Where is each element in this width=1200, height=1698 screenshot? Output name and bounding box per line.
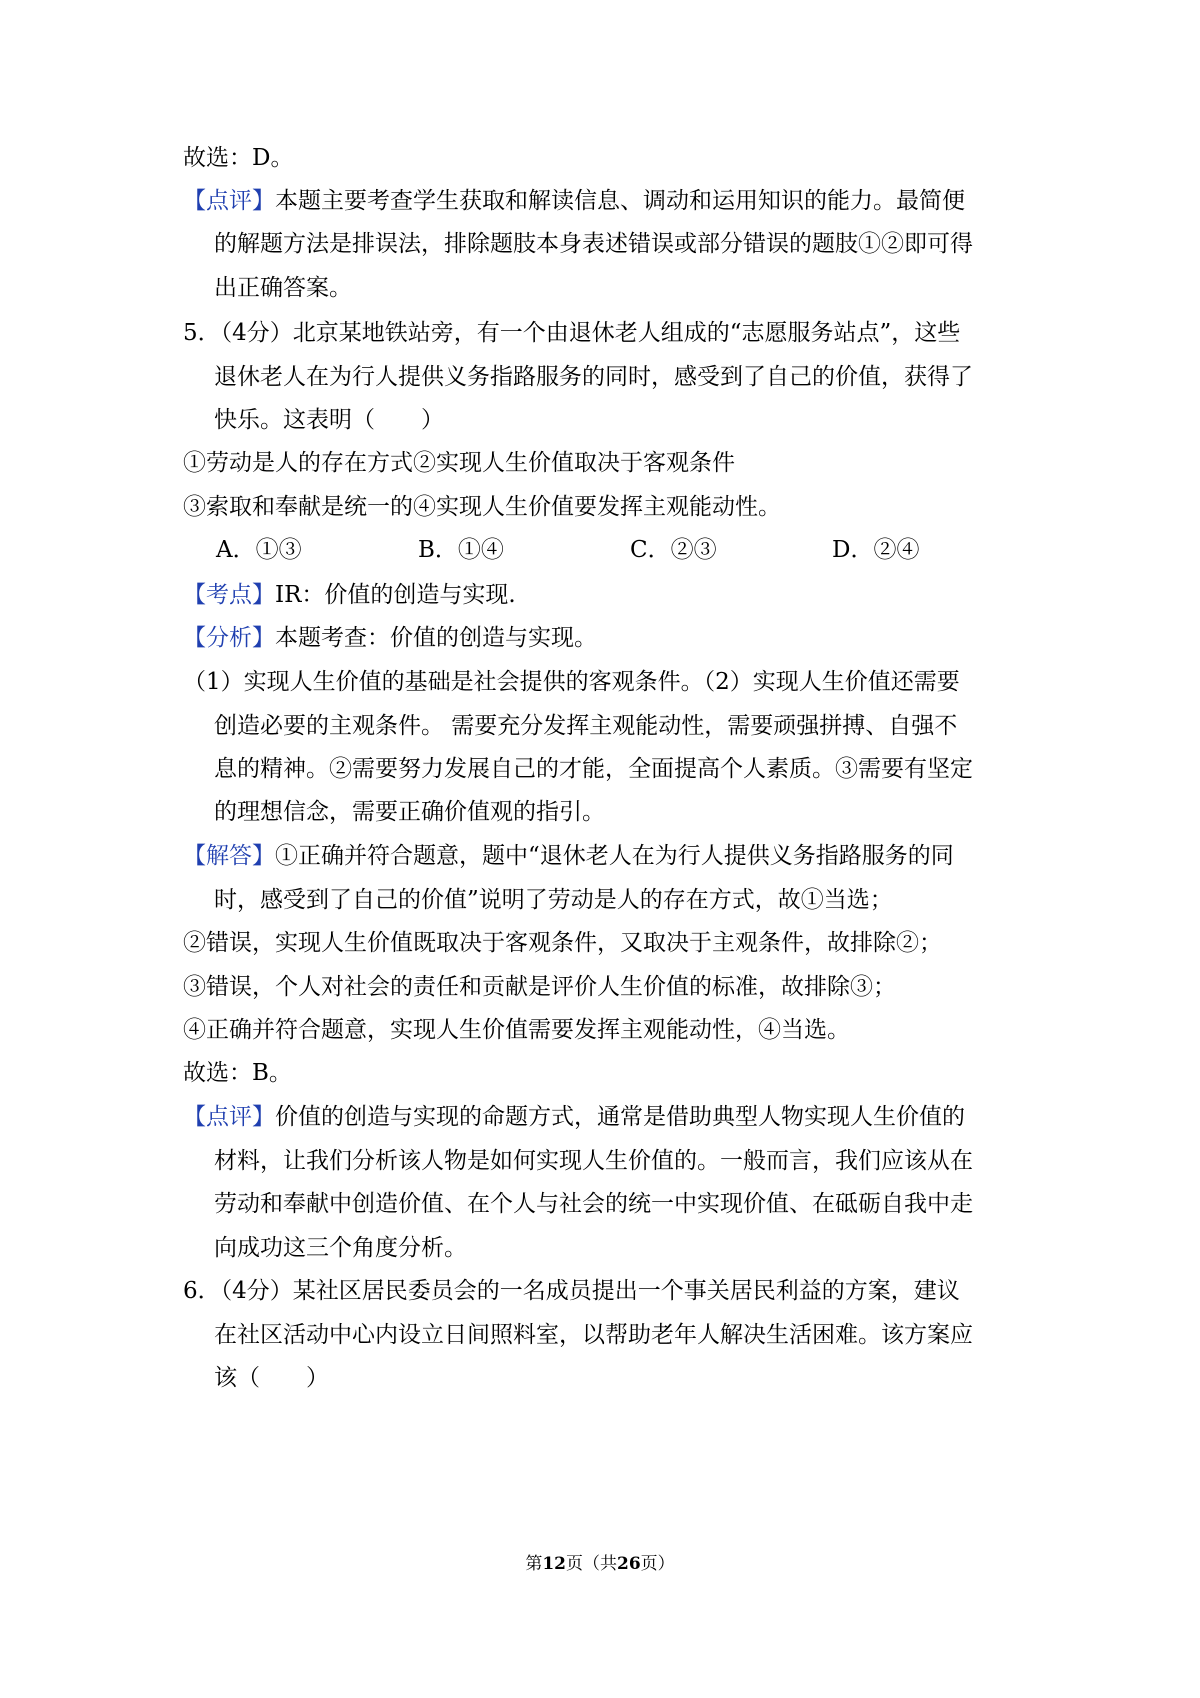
q5-comment-l3: 劳动和奉献中创造价值、在个人与社会的统一中实现价值、在砥砺自我中走 [214, 1191, 973, 1217]
q5-items-l2: ③索取和奉献是统一的④实现人生价值要发挥主观能动性。 [183, 494, 781, 520]
q5-comment-line [183, 1106, 965, 1129]
q5-answer: 故选：B。 [183, 1060, 292, 1086]
q5-analysis-tag: 【分析】 [183, 625, 275, 651]
q5-solution-line [183, 845, 954, 868]
q5-analysis-l1: （1）实现人生价值的基础是社会提供的客观条件。（2）实现人生价值还需要 [183, 669, 960, 695]
q5-comment-text: 价值的创造与实现的命题方式，通常是借助典型人物实现人生价值的 [275, 1104, 965, 1130]
q5-option-b: B．①④ [418, 537, 504, 563]
page-footer [0, 1556, 1200, 1573]
q4-comment-l2: 的解题方法是排误法，排除题肢本身表述错误或部分错误的题肢①②即可得 [214, 231, 973, 257]
q6-stem-l3: 该（ ） [214, 1365, 329, 1391]
q5-point-text: IR：价值的创造与实现. [275, 582, 516, 608]
footer-total-pages: 26 [617, 1554, 641, 1574]
q5-comment-l2: 材料，让我们分析该人物是如何实现人生价值的。一般而言，我们应该从在 [214, 1148, 973, 1174]
q5-stem-l1: 5．（4分）北京某地铁站旁，有一个由退休老人组成的“志愿服务站点”，这些 [183, 320, 961, 346]
q4-answer: 故选：D。 [183, 145, 294, 171]
q5-stem-l3: 快乐。这表明（ ） [214, 407, 444, 433]
q4-comment-l3: 出正确答案。 [214, 275, 352, 301]
q5-analysis-l4: 的理想信念，需要正确价值观的指引。 [214, 799, 605, 825]
q5-option-c: C．②③ [630, 537, 717, 563]
q5-analysis-l2: 创造必要的主观条件。 需要充分发挥主观能动性，需要顽强拼搏、自强不 [214, 713, 958, 739]
q5-analysis-text: 本题考查：价值的创造与实现。 [275, 625, 597, 651]
q5-stem-l2: 退休老人在为行人提供义务指路服务的同时，感受到了自己的价值，获得了 [214, 364, 973, 390]
q4-comment-text: 本题主要考查学生获取和解读信息、调动和运用知识的能力。最简便 [275, 188, 965, 214]
q4-comment-line [183, 190, 965, 213]
q5-analysis-l3: 息的精神。②需要努力发展自己的才能，全面提高个人素质。③需要有坚定 [214, 756, 973, 782]
q5-option-a: A．①③ [216, 537, 302, 563]
q5-option-d: D．②④ [832, 537, 920, 563]
q5-solution-text: ①正确并符合题意，题中“退休老人在为行人提供义务指路服务的同 [275, 843, 954, 869]
q5-comment-tag: 【点评】 [183, 1104, 275, 1130]
q5-solution-l3: ②错误，实现人生价值既取决于客观条件，又取决于主观条件，故排除②； [183, 930, 942, 956]
q5-point-line [183, 584, 516, 607]
q5-comment-l4: 向成功这三个角度分析。 [214, 1235, 467, 1261]
footer-prefix: 第 [525, 1554, 543, 1574]
footer-suffix: 页） [640, 1554, 675, 1574]
q5-analysis-line [183, 627, 597, 650]
q5-items-l1: ①劳动是人的存在方式②实现人生价值取决于客观条件 [183, 450, 735, 476]
q6-stem-l1: 6．（4分）某社区居民委员会的一名成员提出一个事关居民利益的方案，建议 [183, 1278, 960, 1304]
q5-point-tag: 【考点】 [183, 582, 275, 608]
q5-solution-tag: 【解答】 [183, 843, 275, 869]
q6-stem-l2: 在社区活动中心内设立日间照料室，以帮助老年人解决生活困难。该方案应 [214, 1322, 973, 1348]
q5-solution-l2: 时，感受到了自己的价值”说明了劳动是人的存在方式，故①当选； [214, 887, 893, 913]
q5-solution-l5: ④正确并符合题意，实现人生价值需要发挥主观能动性，④当选。 [183, 1017, 850, 1043]
footer-page-number: 12 [542, 1554, 566, 1574]
q5-solution-l4: ③错误，个人对社会的责任和贡献是评价人生价值的标准，故排除③； [183, 974, 896, 1000]
footer-mid: 页（共 [566, 1554, 617, 1574]
q4-comment-tag: 【点评】 [183, 188, 275, 214]
